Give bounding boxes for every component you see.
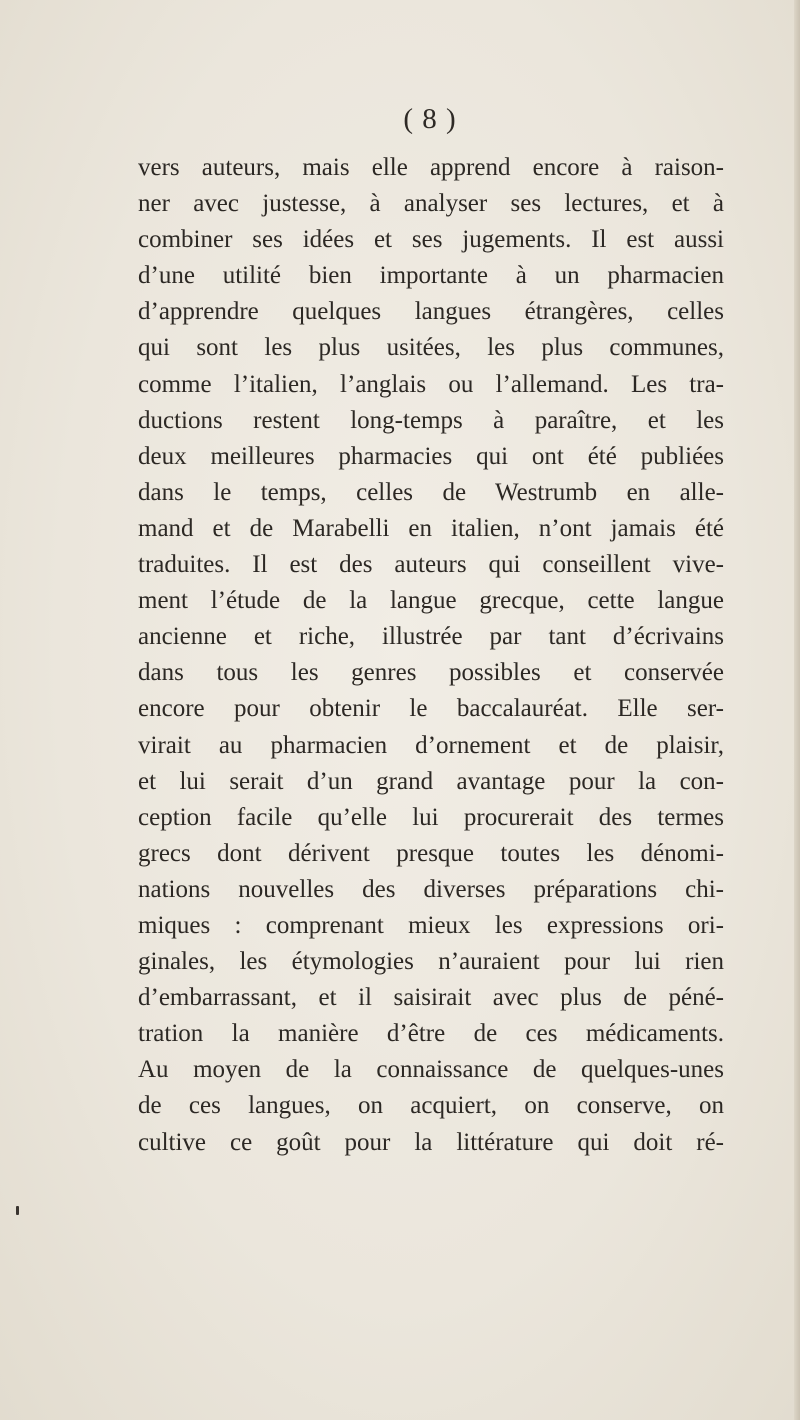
text-line: grecs dont dérivent presque toutes les dénomi- — [138, 839, 724, 867]
text-line: mand et de Marabelli en italien, n’ont jamais été — [138, 514, 724, 542]
body-text — [138, 150, 724, 1161]
margin-ink-mark — [16, 1206, 19, 1215]
text-line: combiner ses idées et ses jugements. Il est aussi — [138, 226, 724, 254]
text-line: dans tous les genres possibles et conservée — [138, 659, 724, 687]
text-line: nations nouvelles des diverses préparations chi- — [138, 875, 724, 903]
text-line: ancienne et riche, illustrée par tant d’écrivains — [138, 623, 724, 651]
text-line: d’une utilité bien importante à un pharmacien — [138, 262, 724, 290]
text-line: traduites. Il est des auteurs qui conseillent vive- — [138, 551, 724, 579]
text-line: comme l’italien, l’anglais ou l’allemand. Les tra- — [138, 370, 724, 398]
text-line: ment l’étude de la langue grecque, cette langue — [138, 587, 724, 615]
text-line: qui sont les plus usitées, les plus communes, — [138, 334, 724, 362]
text-line: cultive ce goût pour la littérature qui doit ré- — [138, 1128, 724, 1156]
text-line: ginales, les étymologies n’auraient pour lui rien — [138, 948, 724, 976]
text-line: d’apprendre quelques langues étrangères, celles — [138, 298, 724, 326]
text-line: ductions restent long-temps à paraître, et les — [138, 406, 724, 434]
text-line: vers auteurs, mais elle apprend encore à raison- — [138, 154, 724, 181]
text-line: et lui serait d’un grand avantage pour la con- — [138, 767, 724, 795]
text-line: deux meilleures pharmacies qui ont été publiées — [138, 442, 724, 470]
text-line: de ces langues, on acquiert, on conserve, on — [138, 1092, 724, 1120]
page-edge — [794, 0, 800, 1420]
text-line: d’embarrassant, et il saisirait avec plus de péné- — [138, 984, 724, 1012]
text-line: ner avec justesse, à analyser ses lectures, et à — [138, 190, 724, 218]
text-line: Au moyen de la connaissance de quelques-unes — [138, 1056, 724, 1084]
text-line: encore pour obtenir le baccalauréat. Elle ser- — [138, 695, 724, 723]
text-line: ception facile qu’elle lui procurerait des termes — [138, 803, 724, 831]
text-line: virait au pharmacien d’ornement et de plaisir, — [138, 731, 724, 759]
text-line: dans le temps, celles de Westrumb en alle- — [138, 478, 724, 506]
text-line: tration la manière d’être de ces médicaments. — [138, 1020, 724, 1048]
text-line: miques : comprenant mieux les expressions ori- — [138, 911, 724, 939]
page-number: ( 8 ) — [403, 103, 457, 135]
